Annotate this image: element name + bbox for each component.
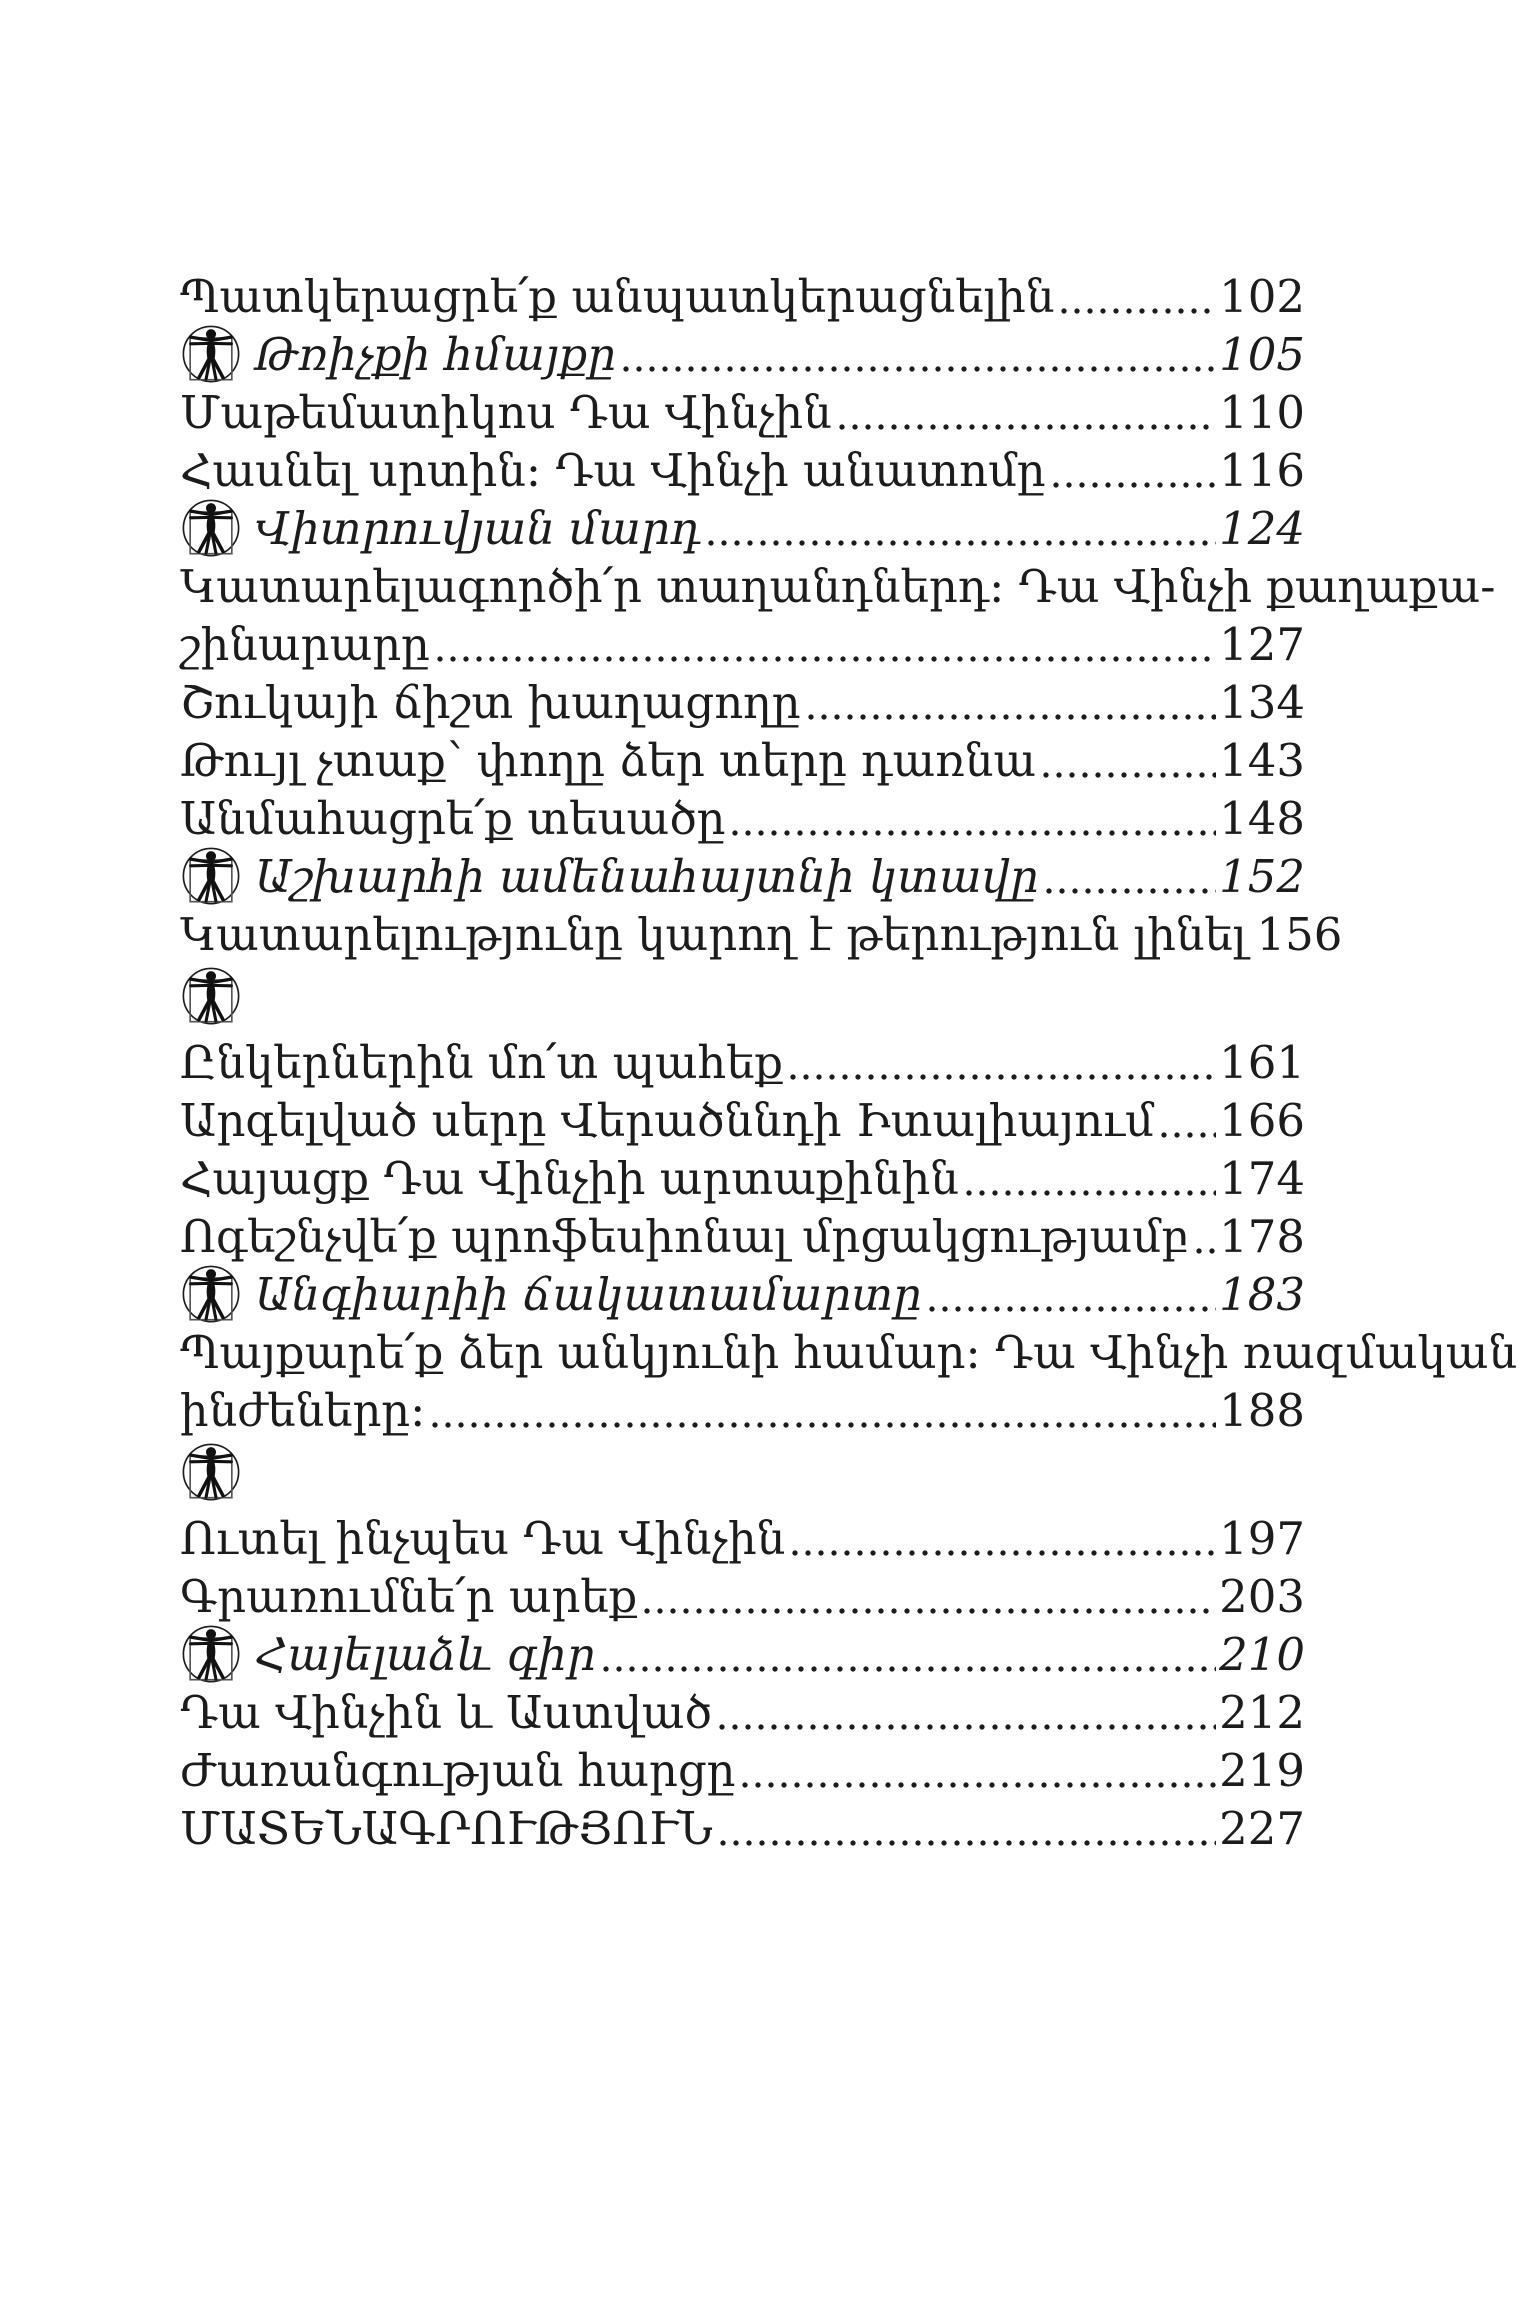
dot-leader <box>1061 306 1216 316</box>
dot-leader <box>732 828 1216 838</box>
dot-leader <box>720 1838 1216 1848</box>
toc-entry-line1 <box>180 1324 1518 1382</box>
table-of-contents <box>180 268 1518 1858</box>
toc-entry-title: Գրառումնե՛ր արեք <box>180 1570 638 1623</box>
toc-entry-title: Ժառանգության հարցը <box>180 1744 736 1797</box>
vitruvian-man-icon <box>180 846 242 908</box>
dot-leader <box>742 1780 1216 1790</box>
dot-leader <box>623 364 1216 374</box>
toc-entry-title: Աշխարհի ամենահայտնի կտավը <box>255 850 1039 903</box>
toc-entry-bibliography <box>180 1800 1305 1858</box>
vitruvian-man-icon <box>180 1442 242 1504</box>
dot-leader <box>1196 1246 1216 1256</box>
dot-leader <box>719 1722 1216 1732</box>
toc-entry-title: Վիտրուվյան մարդ <box>255 502 702 555</box>
toc-entry-page: 127 <box>1219 618 1305 671</box>
vitruvian-man-icon <box>180 324 242 386</box>
toc-entry-page: 183 <box>1219 1268 1305 1321</box>
dot-leader <box>792 1548 1216 1558</box>
toc-entry-page: 134 <box>1219 676 1305 729</box>
vitruvian-man-icon <box>180 1264 242 1326</box>
toc-entry-title: շինարարը <box>180 618 430 671</box>
vitruvian-man-icon <box>180 966 242 1028</box>
toc-entry-page: 166 <box>1219 1094 1305 1147</box>
toc-entry <box>180 732 1305 790</box>
toc-entry-page: 178 <box>1219 1210 1305 1263</box>
dot-leader <box>1046 886 1216 896</box>
vitruvian-man-icon <box>180 1624 242 1686</box>
toc-entry-page: 219 <box>1219 1744 1305 1797</box>
dot-leader <box>966 1188 1216 1198</box>
toc-entry <box>180 1684 1305 1742</box>
toc-entry <box>180 790 1305 848</box>
toc-entry-title: Պայքարե՛ք ձեր անկյունի համար: Դա Վինչի ռազմական <box>180 1326 1518 1379</box>
dot-leader <box>1053 480 1216 490</box>
dot-leader <box>929 1304 1216 1314</box>
toc-entry-page: 161 <box>1219 1036 1305 1089</box>
dot-leader <box>790 1072 1216 1082</box>
toc-entry-title: Ուտել ինչպես Դա Վինչին <box>180 1512 786 1565</box>
toc-entry-page: 210 <box>1219 1628 1305 1681</box>
toc-entry-title: ինժեները: <box>180 1384 426 1437</box>
toc-entry <box>180 1742 1305 1800</box>
toc-entry-title: Արգելված սերը Վերածննդի Իտալիայում <box>180 1094 1154 1147</box>
toc-entry <box>180 1034 1305 1092</box>
toc-entry-page: 102 <box>1219 270 1305 323</box>
toc-entry-title: Անմահացրե՛ք տեսածը <box>180 792 726 845</box>
dot-leader <box>839 422 1216 432</box>
toc-entry-page: 174 <box>1219 1152 1305 1205</box>
toc-entry <box>180 442 1305 500</box>
toc-entry-title: Հայելաձև գիր <box>255 1628 596 1681</box>
toc-entry-title: Կատարելագործի՛ր տաղանդներդ: Դա Վինչի քաղաքա- <box>180 560 1496 613</box>
toc-entry <box>180 384 1305 442</box>
toc-entry-line1 <box>180 558 1496 616</box>
toc-entry-title: Հասնել սրտին: Դա Վինչի անատոմը <box>180 444 1046 497</box>
toc-entry-line2 <box>180 1382 1305 1440</box>
toc-entry <box>180 1092 1305 1150</box>
dot-leader <box>432 1420 1216 1430</box>
toc-entry-page: 212 <box>1219 1686 1305 1739</box>
toc-entry-page: 148 <box>1219 792 1305 845</box>
toc-chapter-entry <box>180 1266 1305 1324</box>
toc-entry <box>180 1150 1305 1208</box>
toc-chapter-entry <box>180 1626 1305 1684</box>
toc-entry-title: Թույլ չտաք՝ փողը ձեր տերը դառնա <box>180 734 1037 787</box>
dot-leader <box>603 1664 1216 1674</box>
toc-entry-page: 227 <box>1219 1802 1305 1855</box>
dot-leader <box>808 712 1217 722</box>
toc-entry <box>180 906 1343 964</box>
toc-entry-line2 <box>180 616 1305 674</box>
toc-chapter-entry <box>180 326 1305 384</box>
toc-entry-title: Կատարելությունը կարող է թերություն լինել <box>180 908 1247 961</box>
toc-entry <box>180 674 1305 732</box>
toc-entry <box>180 1568 1305 1626</box>
toc-entry-title: Պատկերացրե՛ք անպատկերացնելին <box>180 270 1055 323</box>
toc-entry-title: Ընկերներին մո՛տ պահեք <box>180 1036 784 1089</box>
toc-entry-title: Դա Վինչին և Աստված <box>180 1686 713 1739</box>
dot-leader <box>437 654 1216 664</box>
toc-entry <box>180 1510 1305 1568</box>
toc-entry-page: 152 <box>1219 850 1305 903</box>
toc-entry-page: 143 <box>1219 734 1305 787</box>
toc-entry-title: ՄԱՏԵՆԱԳՐՈՒԹՅՈՒՆ <box>180 1802 713 1855</box>
vitruvian-man-icon <box>180 498 242 560</box>
toc-entry-page: 124 <box>1219 502 1305 555</box>
section-divider <box>180 1440 1305 1510</box>
toc-entry-page: 110 <box>1219 386 1305 439</box>
dot-leader <box>1043 770 1216 780</box>
section-divider <box>180 964 1305 1034</box>
toc-entry-title: Անգիարիի ճակատամարտը <box>255 1268 922 1321</box>
toc-entry-title: Հայացք Դա Վինչիի արտաքինին <box>180 1152 959 1205</box>
toc-entry-title: Ոգեշնչվե՛ք պրոֆեսիոնալ մրցակցությամբ <box>180 1210 1190 1263</box>
toc-entry-title: Շուկայի ճիշտ խաղացողը <box>180 676 801 729</box>
toc-entry-page: 105 <box>1219 328 1305 381</box>
toc-chapter-entry <box>180 848 1305 906</box>
toc-entry-page: 116 <box>1219 444 1305 497</box>
toc-entry-page: 197 <box>1219 1512 1305 1565</box>
dot-leader <box>708 538 1216 548</box>
toc-chapter-entry <box>180 500 1305 558</box>
toc-entry-title: Թռիչքի հմայքը <box>255 328 617 381</box>
toc-entry-page: 203 <box>1219 1570 1305 1623</box>
toc-entry-title: Մաթեմատիկոս Դա Վինչին <box>180 386 832 439</box>
toc-entry <box>180 268 1305 326</box>
toc-entry <box>180 1208 1305 1266</box>
dot-leader <box>644 1606 1216 1616</box>
toc-entry-page: 188 <box>1219 1384 1305 1437</box>
toc-entry-page: 156 <box>1256 908 1343 961</box>
dot-leader <box>1161 1130 1216 1140</box>
